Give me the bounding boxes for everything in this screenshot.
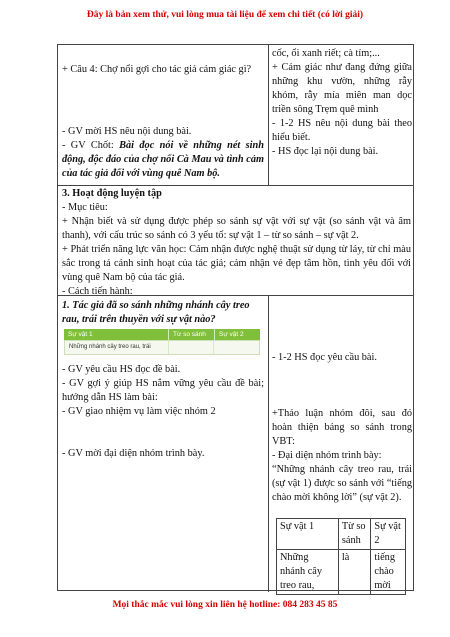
answer-continuation: cốc, ổi xanh riết; cà tím;... xyxy=(272,48,380,59)
gv-invite: - GV mời đại diện nhóm trình bày. xyxy=(62,448,205,459)
hotline-notice: Mọi thắc mắc vui lòng xin liên hệ hotline: 084 283 45 85 xyxy=(112,600,338,610)
comparison-table xyxy=(276,518,406,595)
table-header: Sự vật 1 xyxy=(277,519,339,550)
exercise-thumbnail-table: Sự vật 1 Từ so sánh Sự vật 2 Những nhánh cây treo rau, trái xyxy=(64,329,260,359)
answer-4: + Cảm giác như đang đứng giữa những khu vườn, những rẫy khóm, rẫy mía miên man dọc triền sông Trẹm quê mình xyxy=(272,62,412,115)
gv-instruction: - GV mời HS nêu nội dung bài. xyxy=(62,126,192,137)
gv-read-request: - GV yêu cầu HS đọc đề bài. xyxy=(62,364,181,375)
hs-pair-discussion: +Thảo luận nhóm đôi, sau đó hoàn thiện bảng so sánh trong VBT: xyxy=(272,408,412,447)
preview-notice: Đây là bản xem thử, vui lòng mua tài liệu để xem chi tiết (có lời giải) xyxy=(86,10,364,20)
table-cell: là xyxy=(338,550,371,595)
gv-group-task: - GV giao nhiệm vụ làm việc nhóm 2 xyxy=(62,406,216,417)
question-4: + Câu 4: Chợ nổi gợi cho tác giả cảm giác gì? xyxy=(62,64,252,75)
section-title: 3. Hoạt động luyện tập xyxy=(62,188,162,199)
gv-guidance: - GV gợi ý giúp HS nắm vững yêu cầu đề bài; hướng dẫn HS làm bài: xyxy=(62,378,264,403)
objective-2: + Phát triển năng lực văn học: Cảm nhận được nghệ thuật sử dụng từ láy, từ chỉ màu sắc trong tả cảnh sinh hoạt của tác giả; cảm nhận vẻ đẹp tâm hồn, tình yêu đối với vùng quê Nam bộ của tác giả. xyxy=(62,244,411,283)
gv-conclusion: - GV Chốt: Bài đọc nói về những nét sinh động, độc đáo của chợ nổi Cà Mau và tình cảm của tác giả đối với vùng quê Nam bộ. xyxy=(62,140,264,179)
table-header: Sự vật 2 xyxy=(371,519,406,550)
hs-reread: - HS đọc lại nội dung bài. xyxy=(272,146,379,157)
column-divider xyxy=(268,295,269,592)
table-cell: Những nhánh cây treo rau, xyxy=(277,550,339,595)
lesson-table xyxy=(57,44,414,591)
column-divider xyxy=(268,45,269,185)
objectives-label: - Mục tiêu: xyxy=(62,202,108,213)
row-divider xyxy=(58,185,413,186)
table-cell: tiếng chào mời xyxy=(371,550,406,595)
hs-response: - 1-2 HS nêu nội dung bài theo hiểu biết. xyxy=(272,118,412,143)
objective-1: + Nhận biết và sử dụng được phép so sánh sự vật với sự vật (so sánh vật và âm thanh), với cấu trúc so sánh có 3 yếu tố: sự vật 1 – từ so sánh – sự vật 2. xyxy=(62,216,411,241)
table-header: Từ so sánh xyxy=(338,519,371,550)
hs-answer: “Những nhánh cây treo rau, trái (sự vật 1) được so sánh với “tiếng chào mời không lời” (sự vật 2). xyxy=(272,464,412,503)
exercise-1-question: 1. Tác giả đã so sánh những nhánh cây treo rau, trái trên thuyền với sự vật nào? xyxy=(62,300,250,325)
hs-read-task: - 1-2 HS đọc yêu cầu bài. xyxy=(272,352,377,363)
hs-group-report: - Đại diện nhóm trình bày: xyxy=(272,450,382,461)
procedure-label: - Cách tiến hành: xyxy=(62,286,133,297)
